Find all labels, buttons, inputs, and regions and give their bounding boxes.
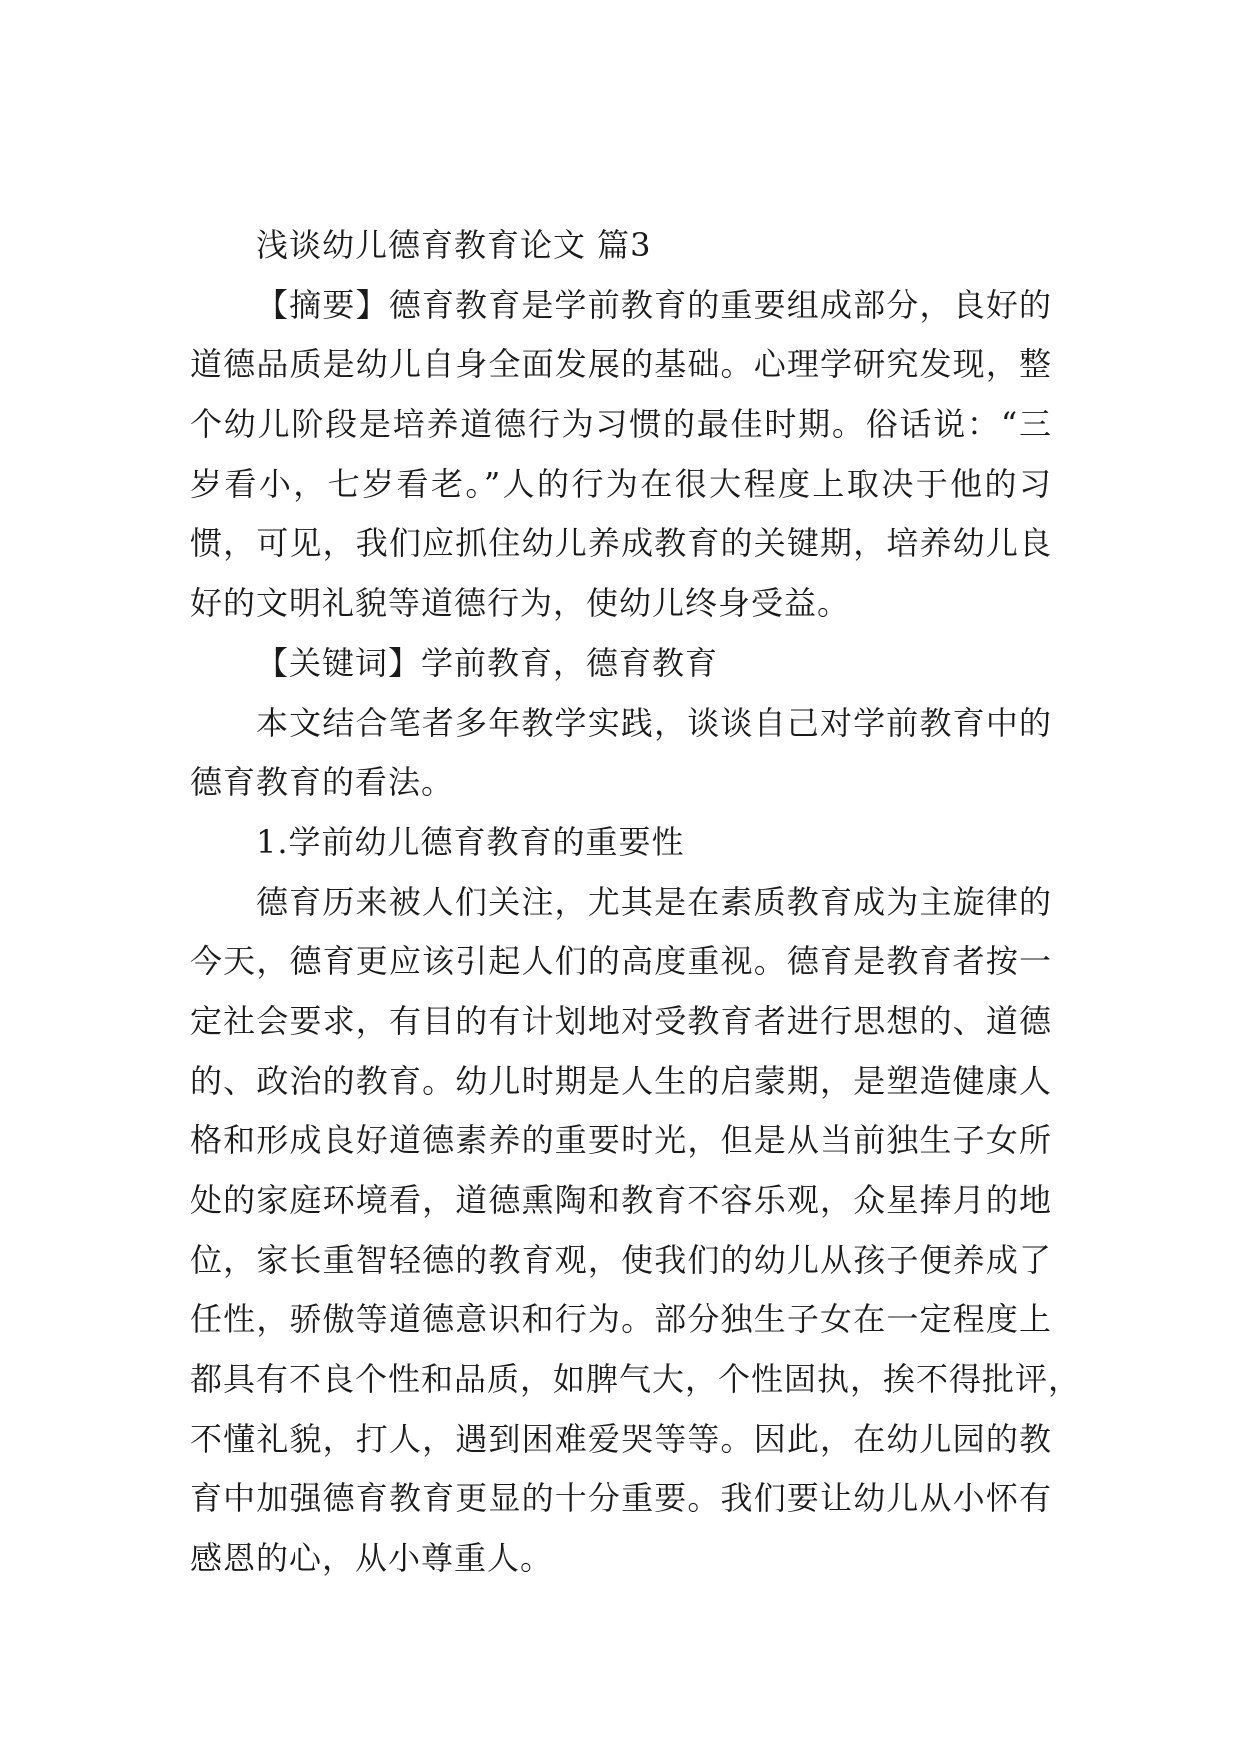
body-line: 德育历来被人们关注，尤其是在素质教育成为主旋律的 <box>256 882 1052 921</box>
body-line: 格和形成良好道德素养的重要时光，但是从当前独生子女所 <box>190 1121 1052 1160</box>
body-line: 位，家长重智轻德的教育观，使我们的幼儿从孩子便养成了 <box>190 1240 1052 1279</box>
body-line: 今天，德育更应该引起人们的高度重视。德育是教育者按一 <box>190 942 1052 981</box>
abstract-line: 好的文明礼貌等道德行为，使幼儿终身受益。 <box>190 584 851 623</box>
abstract-line: 个幼儿阶段是培养道德行为习惯的最佳时期。俗话说：“三 <box>190 405 1052 444</box>
section-heading: 1.学前幼儿德育教育的重要性 <box>256 822 685 861</box>
body-line: 处的家庭环境看，道德熏陶和教育不容乐观，众星捧月的地 <box>190 1181 1052 1219</box>
body-line: 定社会要求，有目的有计划地对受教育者进行思想的、道德 <box>190 1001 1052 1040</box>
intro-line: 德育教育的看法。 <box>190 763 455 802</box>
abstract-line: 道德品质是幼儿自身全面发展的基础。心理学研究发现，整 <box>190 345 1052 384</box>
intro-paragraph <box>190 694 1052 813</box>
abstract-line: 惯，可见，我们应抓住幼儿养成教育的关键期，培养幼儿良 <box>190 524 1052 563</box>
body-line: 都具有不良个性和品质，如脾气大，个性固执，挨不得批评， <box>190 1360 1082 1399</box>
body-line: 的、政治的教育。幼儿时期是人生的启蒙期，是塑造健康人 <box>190 1061 1052 1100</box>
body-line: 感恩的心，从小尊重人。 <box>190 1539 554 1578</box>
body-line: 育中加强德育教育更显的十分重要。我们要让幼儿从小怀有 <box>190 1479 1052 1518</box>
body-paragraph <box>190 873 1082 1589</box>
abstract-line: 【摘要】德育教育是学前教育的重要组成部分，良好的 <box>256 285 1052 324</box>
keywords-line: 【关键词】学前教育，德育教育 <box>256 643 719 682</box>
abstract-line: 岁看小，七岁看老。”人的行为在很大程度上取决于他的习 <box>190 464 1052 503</box>
body-line: 任性，骄傲等道德意识和行为。部分独生子女在一定程度上 <box>190 1300 1052 1339</box>
abstract-paragraph <box>190 276 1052 634</box>
intro-line: 本文结合笔者多年教学实践，谈谈自己对学前教育中的 <box>256 703 1052 742</box>
document-page <box>190 216 1082 1589</box>
document-title: 浅谈幼儿德育教育论文 篇3 <box>256 226 652 264</box>
body-line: 不懂礼貌，打人，遇到困难爱哭等等。因此，在幼儿园的教 <box>190 1419 1052 1458</box>
